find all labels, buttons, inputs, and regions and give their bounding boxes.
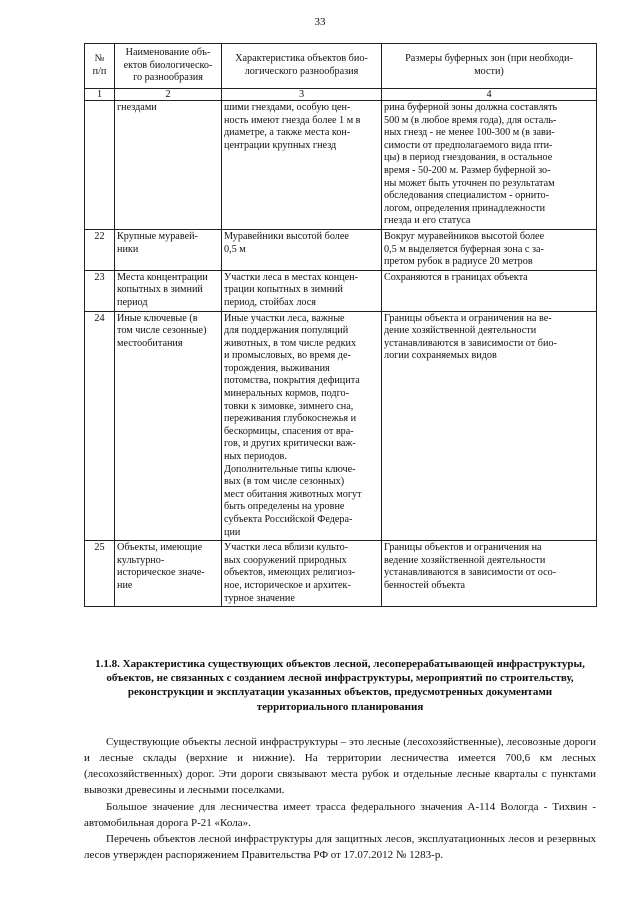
header-object-name: Наименование объ- ектов биологическо- го разнообразия bbox=[115, 44, 222, 89]
characteristic-cell: Участки леса вблизи культо- вых сооружений природных объектов, имеющих религиоз- ное, историческое и архитек- турное значение bbox=[222, 541, 382, 607]
section-infrastructure bbox=[84, 657, 596, 863]
column-number: 2 bbox=[115, 89, 222, 101]
biodiversity-table bbox=[84, 43, 597, 607]
header-number: № п/п bbox=[85, 44, 115, 89]
object-name-cell: Иные ключевые (в том числе сезонные) местообитания bbox=[115, 311, 222, 541]
characteristic-cell: шими гнездами, особую цен- ность имеют гнезда более 1 м в диаметре, а также места кон- центрации крупных гнезд bbox=[222, 101, 382, 230]
paragraph: Перечень объектов лесной инфраструктуры для защитных лесов, эксплуатационных лесов и резервных лесов утвержден распоряжением Правительства РФ от 17.07.2012 № 1283-р. bbox=[84, 833, 596, 862]
buffer-zone-cell: Границы объекта и ограничения на ве- дение хозяйственной деятельности устанавливаются в зависимости от био- логии сохраняемых видов bbox=[382, 311, 597, 541]
row-number: 25 bbox=[85, 541, 115, 607]
column-number: 1 bbox=[85, 89, 115, 101]
row-number: 23 bbox=[85, 270, 115, 311]
table-row bbox=[85, 541, 597, 607]
characteristic-cell: Участки леса в местах концен- трации копытных в зимний период, стойбах лося bbox=[222, 270, 382, 311]
object-name-cell: Объекты, имеющие культурно- историческое значе- ние bbox=[115, 541, 222, 607]
table-row bbox=[85, 101, 597, 230]
object-name-cell: Крупные муравей- ники bbox=[115, 229, 222, 270]
row-number: 22 bbox=[85, 229, 115, 270]
buffer-zone-cell: Границы объектов и ограничения на ведение хозяйственной деятельности устанавливаются в зависимости от осо- бенностей объекта bbox=[382, 541, 597, 607]
paragraph: Большое значение для лесничества имеет трасса федерального значения А-114 Вологда - Тихвин - автомобильная дорога Р-21 «Кола». bbox=[84, 800, 596, 829]
table-row bbox=[85, 270, 597, 311]
characteristic-cell: Муравейники высотой более 0,5 м bbox=[222, 229, 382, 270]
row-number: 24 bbox=[85, 311, 115, 541]
buffer-zone-cell: рина буферной зоны должна составлять 500 м (в любое время года), для осталь- ных гнезд - не менее 100-300 м (в зави- симости от предполагаемого вида пти- цы) в период гнездования, в остальное время - 50-200 м. Размер буферной зо- ны может быть уточнен по результатам обследования специалистом - орнито- логом, определения принадлежности гнезда и его статуса bbox=[382, 101, 597, 230]
header-characteristic: Характеристика объектов био- логического разнообразия bbox=[222, 44, 382, 89]
table-row bbox=[85, 229, 597, 270]
object-name-cell: гнездами bbox=[115, 101, 222, 230]
header-buffer-zone: Размеры буферных зон (при необходи- мости) bbox=[382, 44, 597, 89]
table-row bbox=[85, 311, 597, 541]
column-number: 4 bbox=[382, 89, 597, 101]
buffer-zone-cell: Вокруг муравейников высотой более 0,5 м выделяется буферная зона с за- претом рубок в радиусе 20 метров bbox=[382, 229, 597, 270]
object-name-cell: Места концентрации копытных в зимний период bbox=[115, 270, 222, 311]
characteristic-cell: Иные участки леса, важные для поддержания популяций животных, в том числе редких и промысловых, во время де- торождения, выживания потомства, покрытия дефицита минеральных кормов, подго- товки к зимовке, зимнего сна, переживания глубокоснежья и бескормицы, спасения от вра- гов, и других критически важ- ных периодов. Дополнительные типы ключе- вых (в том числе сезонных) мест обитания животных могут быть определены на уровне субъекта Российской Федера- ции bbox=[222, 311, 382, 541]
table-header-row bbox=[85, 44, 597, 89]
column-number-row bbox=[85, 89, 597, 101]
section-heading: 1.1.8. Характеристика существующих объектов лесной, лесоперерабатывающей инфраструктуры, объектов, не связанных с созданием лесной инфраструктуры, мероприятий по строительству, реконструкции и эксплуатации указанных объектов, предусмотренных документами территориального планирования bbox=[95, 658, 585, 713]
column-number: 3 bbox=[222, 89, 382, 101]
paragraph: Существующие объекты лесной инфраструктуры – это лесные (лесохозяйственные), лесовозные дороги и лесные склады (верхние и нижние). На территории лесничества имеется 700,6 км лесных (лесохозяйственных) дорог. Эти дороги связывают места рубок и отдельные лесные кварталы с пунктами вывозки древесины и лесными поселками. bbox=[84, 735, 596, 797]
row-number bbox=[85, 101, 115, 230]
buffer-zone-cell: Сохраняются в границах объекта bbox=[382, 270, 597, 311]
page-number: 33 bbox=[314, 16, 326, 28]
